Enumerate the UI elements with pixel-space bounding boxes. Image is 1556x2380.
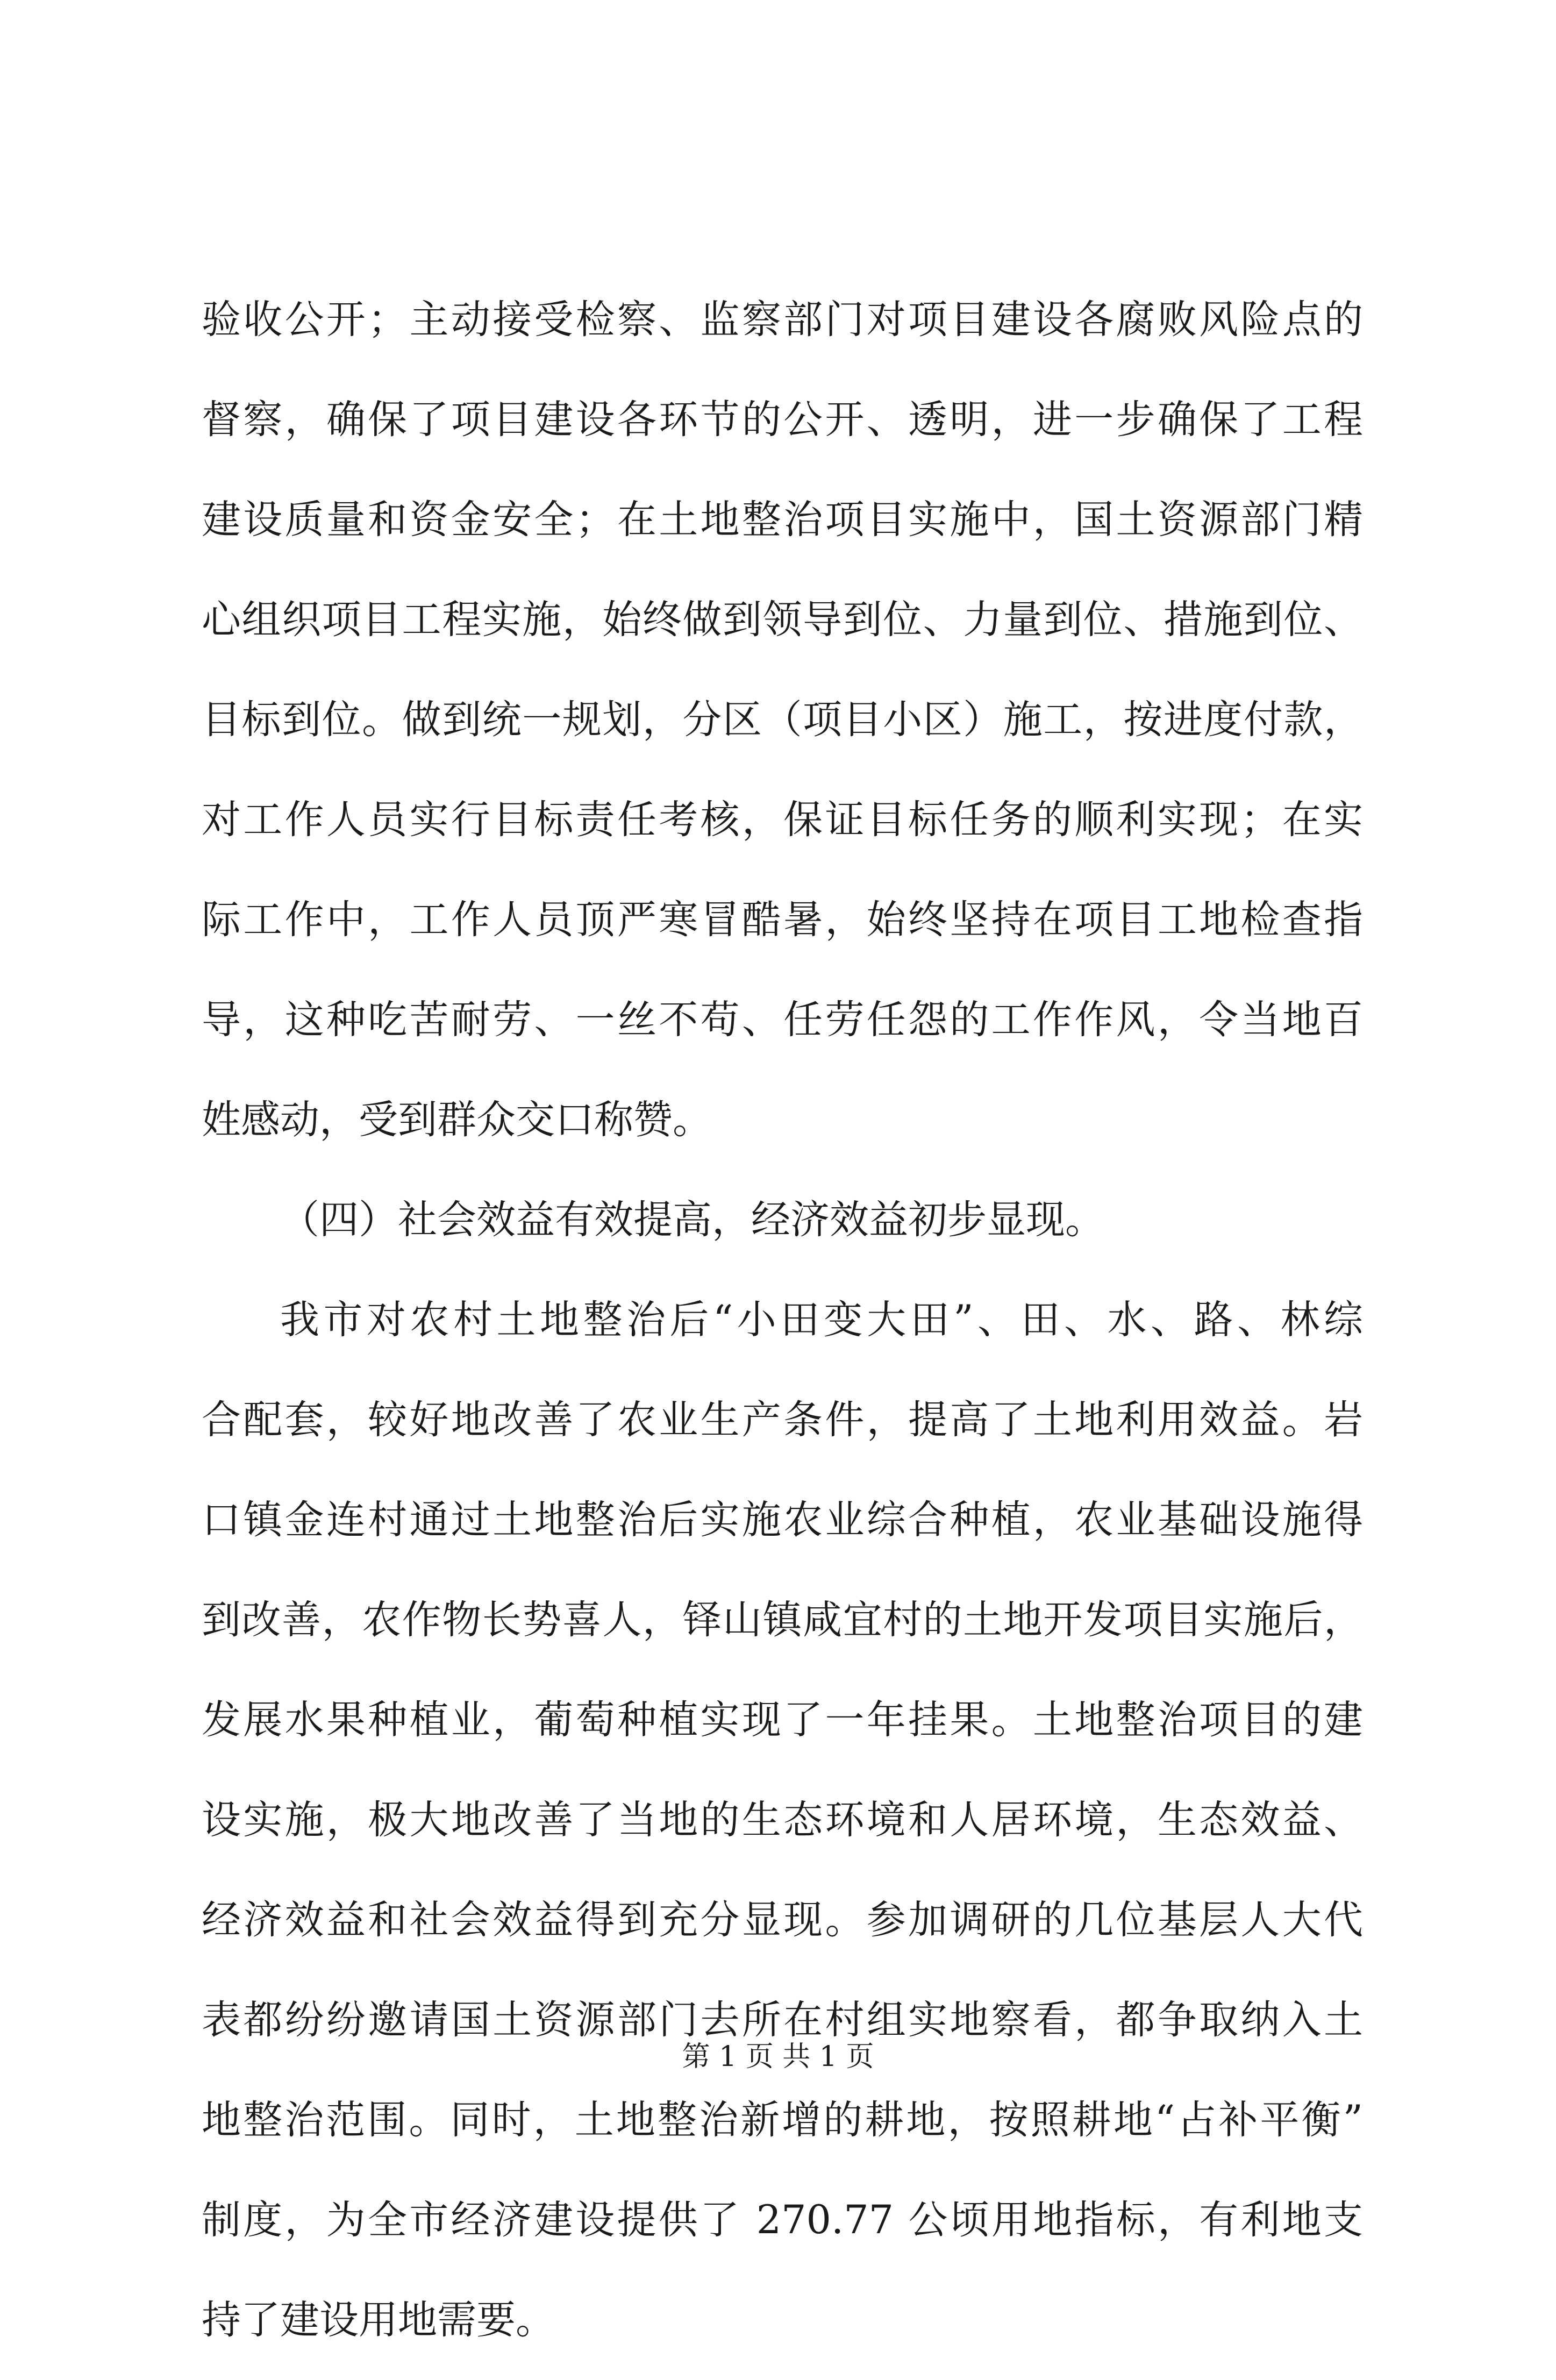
text-line: 合配套，较好地改善了农业生产条件，提高了土地利用效益。岩 [202, 1397, 1363, 1443]
text-line: 目标到位。做到统一规划，分区（项目小区）施工，按进度付款， [202, 697, 1363, 743]
text-line: 持了建设用地需要。 [202, 2297, 555, 2343]
text-line: 导，这种吃苦耐劳、一丝不苟、任劳任怨的工作作风，令当地百 [202, 997, 1363, 1043]
text-line: 设实施，极大地改善了当地的生态环境和人居环境，生态效益、 [202, 1797, 1363, 1843]
text-line: 我市对农村土地整治后“小田变大田”、田、水、路、林综 [280, 1297, 1363, 1343]
text-line: 经济效益和社会效益得到充分显现。参加调研的几位基层人大代 [202, 1897, 1363, 1943]
text-line: 制度，为全市经济建设提供了 270.77 公顷用地指标，有利地支 [202, 2197, 1363, 2243]
text-line: 表都纷纷邀请国土资源部门去所在村组实地察看，都争取纳入土 [202, 1997, 1363, 2043]
text-line: 发展水果种植业，葡萄种植实现了一年挂果。土地整治项目的建 [202, 1697, 1363, 1743]
text-line: 地整治范围。同时，土地整治新增的耕地，按照耕地“占补平衡” [202, 2097, 1363, 2143]
page-footer: 第 1 页 共 1 页 [682, 2041, 874, 2073]
text-line: 口镇金连村通过土地整治后实施农业综合种植，农业基础设施得 [202, 1497, 1363, 1543]
text-line: 心组织项目工程实施，始终做到领导到位、力量到位、措施到位、 [202, 597, 1363, 643]
text-line: 建设质量和资金安全；在土地整治项目实施中，国土资源部门精 [202, 497, 1363, 543]
section-heading: （四）社会效益有效提高，经济效益初步显现。 [280, 1197, 1104, 1243]
text-line: 姓感动，受到群众交口称赞。 [202, 1097, 712, 1143]
text-line: 验收公开；主动接受检察、监察部门对项目建设各腐败风险点的 [202, 297, 1363, 343]
text-line: 对工作人员实行目标责任考核，保证目标任务的顺利实现；在实 [202, 797, 1363, 843]
text-line: 到改善，农作物长势喜人，铎山镇咸宜村的土地开发项目实施后， [202, 1597, 1363, 1643]
text-line: 督察，确保了项目建设各环节的公开、透明，进一步确保了工程 [202, 397, 1363, 443]
text-line: 际工作中，工作人员顶严寒冒酷暑，始终坚持在项目工地检查指 [202, 897, 1363, 943]
